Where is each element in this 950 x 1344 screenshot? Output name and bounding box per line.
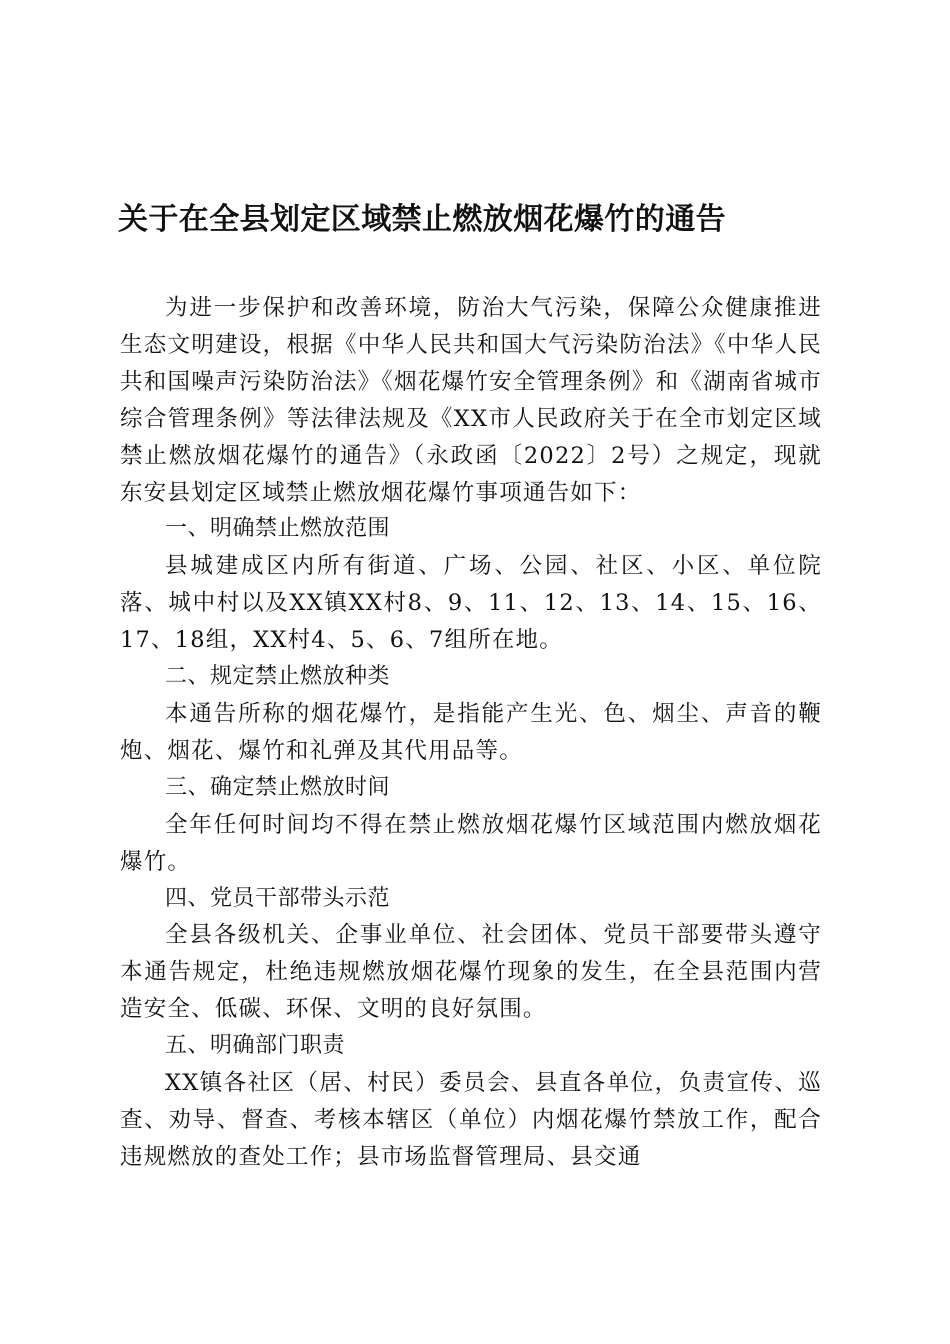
section-text-time: 全年任何时间均不得在禁止燃放烟花爆竹区域范围内燃放烟花爆竹。 <box>120 811 822 875</box>
section-text-cadres: 全县各级机关、企事业单位、社会团体、党员干部要带头遵守本通告规定，杜绝违规燃放烟花爆竹现象的发生，在全县范围内营造安全、低碳、环保、文明的良好氛围。 <box>120 922 822 1023</box>
intro-paragraph: 为进一步保护和改善环境，防治大气污染，保障公众健康推进生态文明建设，根据《中华人民共和国大气污染防治法》《中华人民共和国噪声污染防治法》《烟花爆竹安全管理条例》和《湖南省城市综合管理条例》等法律法规及《XX市人民政府关于在全市划定区域禁止燃放烟花爆竹的通告》（永政函〔2022〕2号）之规定，现就东安县划定区域禁止燃放烟花爆竹事项通告如下： <box>120 295 822 506</box>
document-title: 关于在全县划定区域禁止燃放烟花爆竹的通告 <box>118 202 726 237</box>
section-text-duties: XX镇各社区（居、村民）委员会、县直各单位，负责宣传、巡查、劝导、督查、考核本辖区（单位）内烟花爆竹禁放工作，配合违规燃放的查处工作；县市场监督管理局、县交通 <box>120 1070 822 1170</box>
section-heading-cadres: 四、党员干部带头示范 <box>165 885 391 911</box>
section-text-scope: 县城建成区内所有街道、广场、公园、社区、小区、单位院落、城中村以及XX镇XX村8、9、11、12、13、14、15、16、17、18组，XX村4、5、6、7组所在地。 <box>120 553 822 654</box>
section-heading-scope: 一、明确禁止燃放范围 <box>165 516 391 542</box>
section-text-types: 本通告所称的烟花爆竹，是指能产生光、色、烟尘、声音的鞭炮、烟花、爆竹和礼弹及其代用品等。 <box>120 700 822 764</box>
section-heading-duties: 五、明确部门职责 <box>165 1033 346 1059</box>
section-heading-time: 三、确定禁止燃放时间 <box>165 774 391 800</box>
section-heading-types: 二、规定禁止燃放种类 <box>165 664 391 690</box>
document-body <box>120 290 822 1176</box>
